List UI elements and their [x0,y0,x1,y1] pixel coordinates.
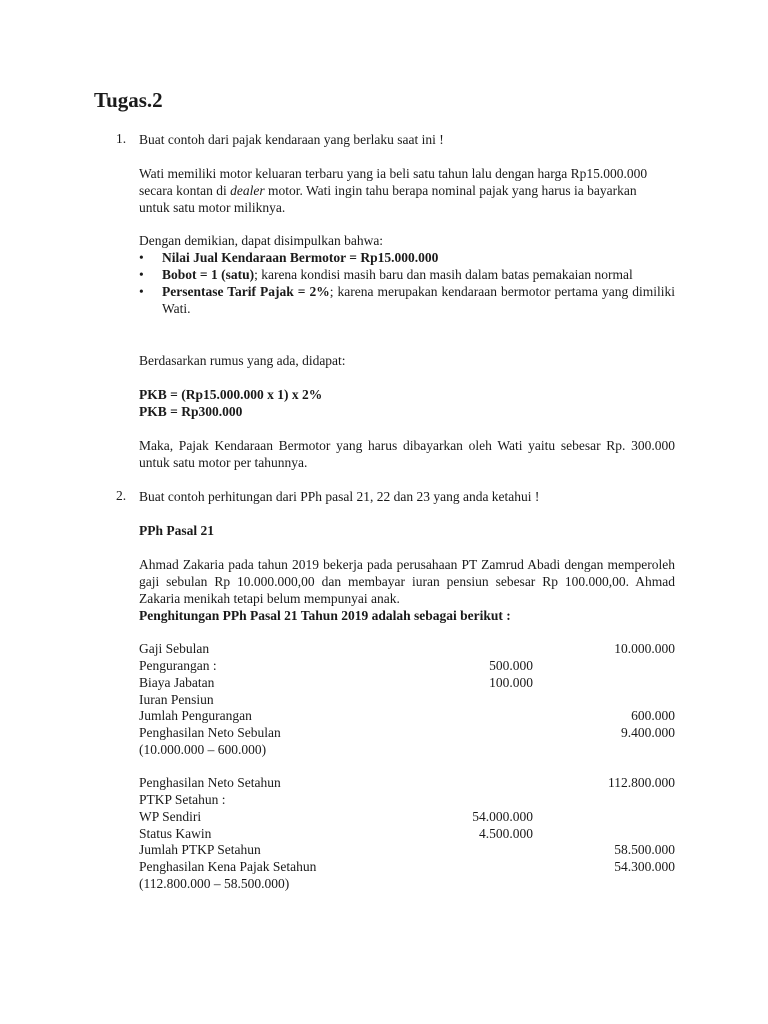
row-label: Penghasilan Neto Sebulan [139,725,281,740]
row-total-value: 10.000.000 [614,641,675,656]
bullet-bold: Bobot = 1 (satu) [162,267,255,282]
question-1-text: Buat contoh dari pajak kendaraan yang berlaku saat ini ! [139,132,444,147]
row-total-value: 9.400.000 [621,725,675,740]
table-row [139,774,675,791]
table-row [139,741,675,758]
table-row [139,724,675,741]
table-row [139,791,675,808]
table-row [139,657,675,674]
row-total-value: 54.300.000 [614,859,675,874]
row-label: PTKP Setahun : [139,792,226,807]
question-2-number: 2. [116,488,127,503]
bullet-icon: • [139,250,144,265]
row-label: Gaji Sebulan [139,641,210,656]
row-mid-value: 100.000 [489,675,533,690]
q1-story-italic: dealer [230,183,265,198]
table-row [139,707,675,724]
row-label: Biaya Jabatan [139,675,215,690]
list-item [139,266,675,283]
row-label: (112.800.000 – 58.500.000) [139,876,290,891]
table-row [139,808,675,825]
q1-formula-line-1: PKB = (Rp15.000.000 x 1) x 2% [139,387,323,402]
row-label: Iuran Pensiun [139,692,214,707]
row-label: Penghasilan Kena Pajak Setahun [139,859,317,874]
row-label: WP Sendiri [139,809,202,824]
table-row [139,674,675,691]
document-title: Tugas.2 [94,88,163,112]
row-label: (10.000.000 – 600.000) [139,742,267,757]
row-label: Jumlah PTKP Setahun [139,842,261,857]
question-1-number: 1. [116,131,127,146]
bullet-icon: • [139,284,144,299]
table-row [139,875,675,892]
row-total-value: 112.800.000 [608,775,675,790]
q1-story-part1: Wati memiliki motor keluaran terbaru yang ia beli satu tahun lalu dengan harga Rp15.000.000 secara kontan di [139,166,648,198]
q1-conclusion-intro: Dengan demikian, dapat disimpulkan bahwa: [139,233,384,248]
q1-story-part2: motor. Wati ingin tahu berapa nominal pajak yang harus ia bayarkan untuk satu motor miliknya. [139,183,637,215]
row-mid-value: 4.500.000 [479,826,533,841]
q1-conclusion: Maka, Pajak Kendaraan Bermotor yang harus dibayarkan oleh Wati yaitu sebesar Rp. 300.000 untuk satu motor per tahunnya. [139,438,675,470]
row-label: Jumlah Pengurangan [139,708,252,723]
q2-calc-heading: Penghitungan PPh Pasal 21 Tahun 2019 adalah sebagai berikut : [139,608,511,623]
table-row [139,691,675,708]
list-item [139,249,675,266]
table-row [139,841,675,858]
bullet-bold: Nilai Jual Kendaraan Bermotor = Rp15.000.000 [162,250,439,265]
row-total-value: 58.500.000 [614,842,675,857]
row-mid-value: 54.000.000 [472,809,533,824]
table-row [139,825,675,842]
row-label: Status Kawin [139,826,212,841]
bullet-rest: ; karena merupakan kendaraan bermotor pertama yang dimiliki Wati. [162,284,675,316]
row-label: Penghasilan Neto Setahun [139,775,281,790]
row-label: Pengurangan : [139,658,217,673]
q2-story: Ahmad Zakaria pada tahun 2019 bekerja pada perusahaan PT Zamrud Abadi dengan memperoleh gaji sebulan Rp 10.000.000,00 dan membayar iuran pensiun sebesar Rp 100.000,00. Ahmad Zakaria menikah tetapi belum mempunyai anak. [139,557,675,606]
bullet-rest: ; karena kondisi masih baru dan masih dalam batas pemakaian normal [254,267,633,282]
row-total-value: 600.000 [631,708,675,723]
q2-subheading: PPh Pasal 21 [139,523,215,538]
bullet-bold: Persentase Tarif Pajak = 2% [162,284,330,299]
q1-formula-intro: Berdasarkan rumus yang ada, didapat: [139,353,346,368]
row-mid-value: 500.000 [489,658,533,673]
table-row [139,858,675,875]
list-item [139,283,675,317]
q1-bullet-list [139,249,675,317]
q1-formula-line-2: PKB = Rp300.000 [139,404,243,419]
question-2-text: Buat contoh perhitungan dari PPh pasal 21, 22 dan 23 yang anda ketahui ! [139,489,540,504]
q1-story [139,165,659,216]
bullet-icon: • [139,267,144,282]
table-row [139,640,675,657]
